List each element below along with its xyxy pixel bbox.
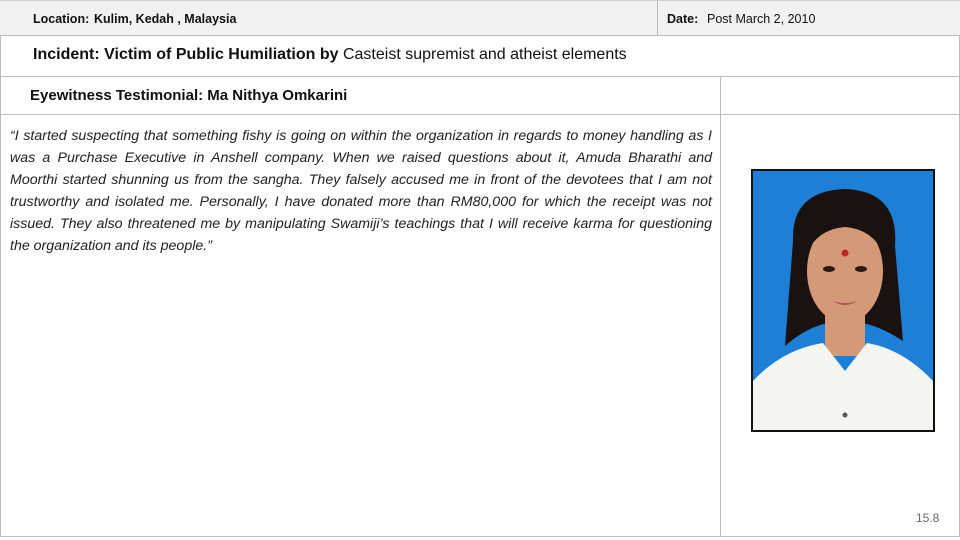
testimonial-header-row [0,77,960,115]
location-value: Kulim, Kedah , Malaysia [94,12,237,26]
witness-portrait-image [753,171,933,430]
location-label: Location: [33,12,90,26]
witness-photo [751,169,935,432]
page-number: 15.8 [916,511,940,525]
header-row [0,0,960,36]
date-label: Date: [667,12,699,26]
testimonial-title-cell [0,77,721,114]
incident-label: Incident: Victim of Public Humiliation by [33,46,339,63]
incident-row [0,36,960,77]
testimonial-title: Eyewitness Testimonial: Ma Nithya Omkarini [30,87,348,104]
incident-text [33,46,627,64]
testimonial-quote: “I started suspecting that something fishy is going on within the organization in regards to money handling as I was a Purchase Executive in Anshell company. When we raised questions about it, Amuda Bharathi and Moorthi started shunning us from the sangha. They falsely accused me in front of the devotees that I am not trustworthy and isolated me. Personally, I have donated more than RM80,000 for which the receipt was not issued. They also threatened me by manipulating Swamiji’s teachings that I will receive karma for questioning the organization and its people.” [10,128,712,254]
testimonial-quote-cell [0,115,721,536]
location-cell [0,1,658,36]
date-value: Post March 2, 2010 [707,12,816,26]
incident-value: Casteist supremist and atheist elements [342,46,627,63]
date-cell [658,1,960,36]
